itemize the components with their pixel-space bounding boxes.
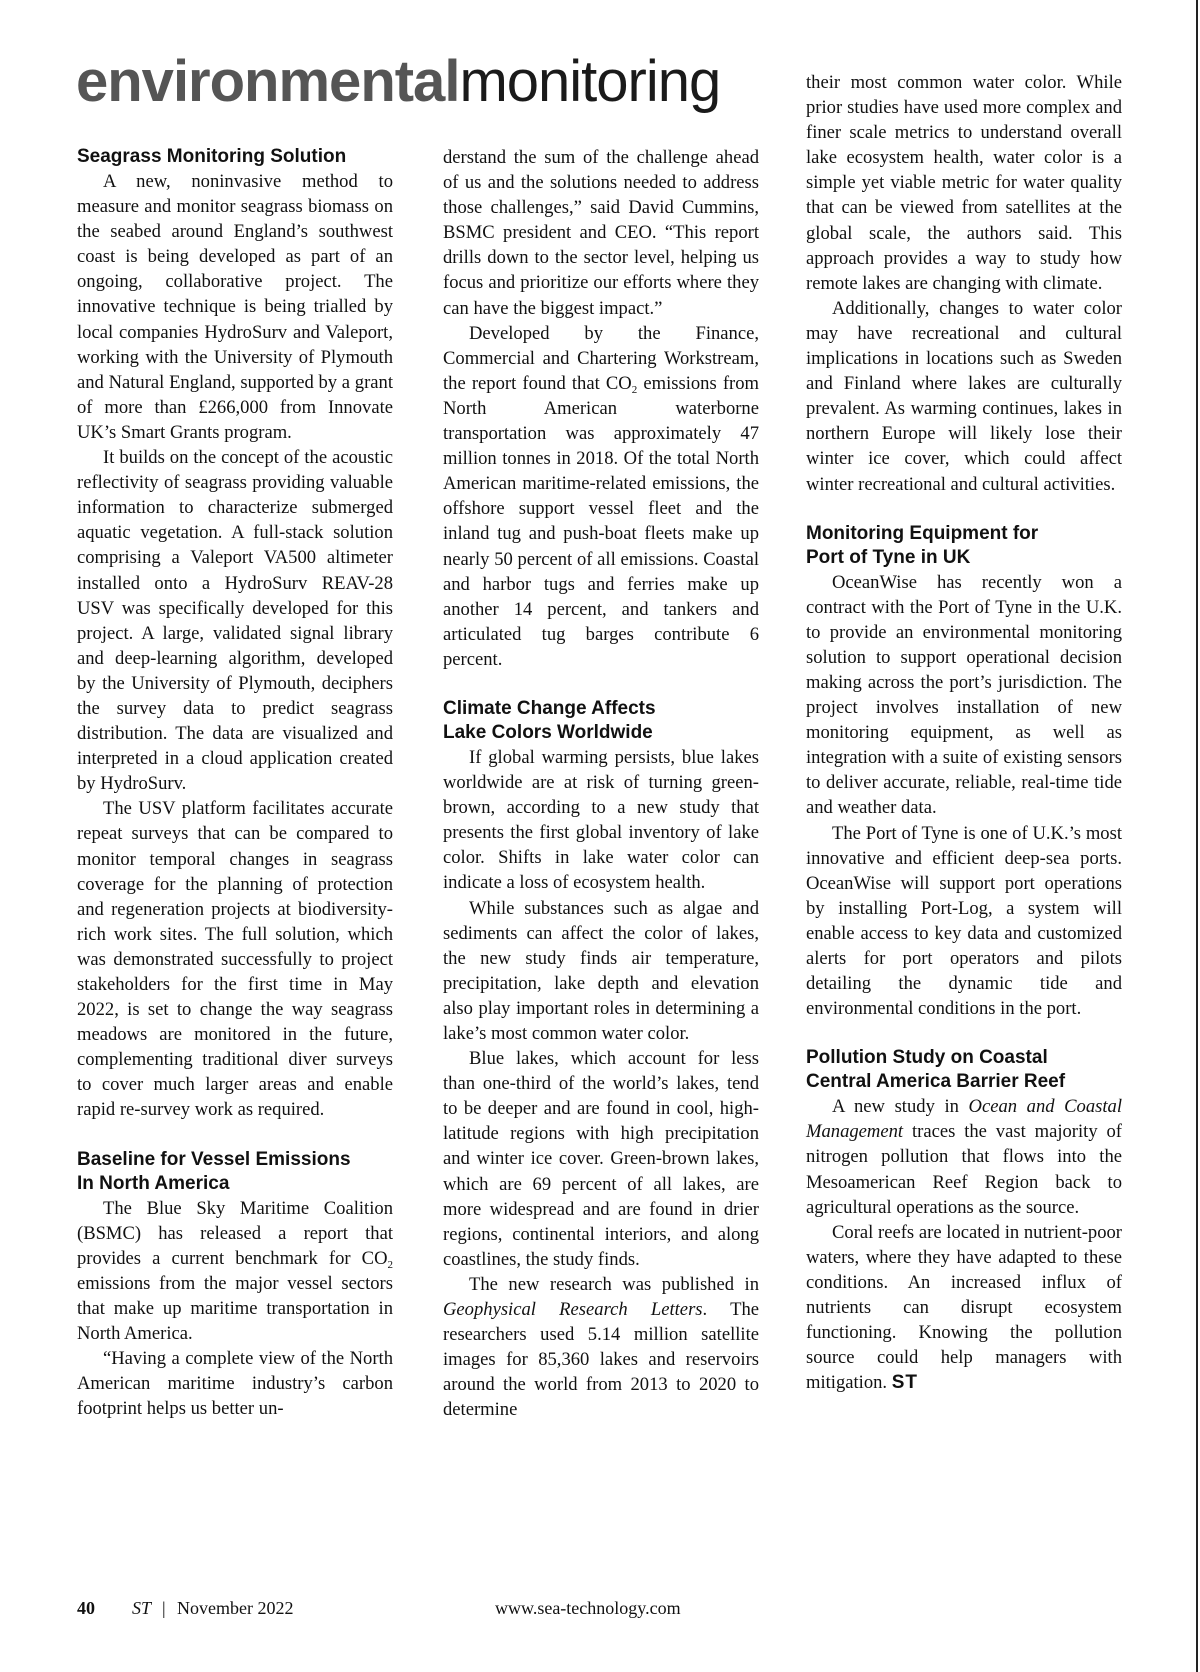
text-run: emissions from the major vessel sectors that make up maritime transportation in North America. xyxy=(77,1272,393,1345)
article-title-climate xyxy=(443,697,759,745)
page-number: 40 xyxy=(77,1598,95,1618)
title-line: Monitoring Equipment for xyxy=(806,522,1039,544)
masthead-bold: environmental xyxy=(76,49,460,114)
subscript: 2 xyxy=(387,1258,393,1271)
paragraph: Blue lakes, which account for less than one-third of the world’s lakes, tend to be deeper and are found in cool, high-latitude regions with high precipitation and winter ice cover. Green-brown lakes, which are 69 percent of all lakes, are more widespread and are found in drier regions, continental interiors, and along coastlines, the study finds. xyxy=(443,1048,759,1270)
column-2 xyxy=(443,145,759,1423)
issue-date: November 2022 xyxy=(177,1598,294,1618)
end-mark: ST xyxy=(891,1372,919,1394)
paragraph xyxy=(77,1196,393,1347)
article-title-seagrass: Seagrass Monitoring Solution xyxy=(77,146,347,167)
paragraph-continued: derstand the sum of the challenge ahead of us and the solutions needed to address those challenges,” said David Cummins, BSMC president and CEO. “This report drills down to the sector level, helping us focus and prioritize our efforts where they can have the biggest impact.” xyxy=(443,147,759,319)
text-run: The new research was published in xyxy=(469,1273,759,1295)
text-run: A new study in xyxy=(832,1096,969,1118)
column-3 xyxy=(806,70,1122,1395)
article-title-baseline xyxy=(77,1148,393,1196)
paragraph: While substances such as algae and sediments can affect the color of lakes, the new study finds air temperature, precipitation, lake depth and elevation also play important roles in determining a lake’s most common water color. xyxy=(443,897,759,1044)
title-line: Lake Colors Worldwide xyxy=(443,721,653,743)
section-masthead xyxy=(76,50,720,114)
paragraph: It builds on the concept of the acoustic reflectivity of seagrass providing valuable information to characterize submerged aquatic vegetation. A full-stack solution comprising a Valeport VA500 altimeter installed onto a HydroSurv REAV-28 USV was specifically developed for this project. A large, validated signal library and deep-learning algorithm, developed by the University of Plymouth, deciphers the survey data to predict seagrass distribution. The data are visualized and interpreted in a cloud application created by HydroSurv. xyxy=(77,447,393,795)
title-line: Central America Barrier Reef xyxy=(806,1071,1066,1093)
text-run: . The researchers used 5.14 million satellite images for 85,360 lakes and reservoirs around the world from 2013 to 2020 to determine xyxy=(443,1299,759,1421)
title-line: Port of Tyne in UK xyxy=(806,546,971,568)
text-run: Coral reefs are located in nutrient-poor waters, where they have adapted to these conditions. An increased influx of nutrients can disrupt ecosystem functioning. Knowing the pollution source could help managers with mitigation. xyxy=(806,1221,1122,1394)
title-line: Pollution Study on Coastal xyxy=(806,1047,1048,1069)
subscript: 2 xyxy=(631,383,638,396)
article-title-reef xyxy=(806,1046,1122,1094)
paragraph: OceanWise has recently won a contract with the Port of Tyne in the U.K. to provide an environmental monitoring solution to support operational decision making across the port’s jurisdiction. The project involves installation of new monitoring equipment, as well as integration with a suite of existing sensors to deliver accurate, reliable, real-time tide and weather data. xyxy=(806,571,1122,819)
paragraph: A new, noninvasive method to measure and monitor seagrass biomass on the seabed around England’s southwest coast is being developed as part of an ongoing, collaborative project. The innovative technique is being trialled by local companies HydroSurv and Valeport, working with the University of Plymouth and Natural England, supported by a grant of more than £266,000 from Innovate UK’s Smart Grants program. xyxy=(77,171,393,443)
article-title-tyne xyxy=(806,522,1122,570)
title-line: Baseline for Vessel Emissions xyxy=(77,1148,351,1170)
journal-title: Ocean and Coastal Management xyxy=(806,1096,1123,1143)
text-run: traces the vast majority of nitrogen pollution that flows into the Mesoamerican Reef Region back to agricultural operations as the source. xyxy=(806,1121,1122,1218)
website-url[interactable]: www.sea-technology.com xyxy=(495,1598,681,1618)
text-run: emissions from North American waterborne transportation was approximately 47 million tonnes in 2018. Of the total North American maritime-related emissions, the offshore support vessel fleet and the inland tug and push-boat fleets make up nearly 50 percent of all emissions. Coastal and harbor tugs and ferries make up another 14 percent, and tankers and articulated tug barges contribute 6 percent. xyxy=(443,372,759,670)
masthead-light: monitoring xyxy=(459,49,721,114)
paragraph-continued: their most common water color. While prior studies have used more complex and finer scale metrics to understand overall lake ecosystem health, water color is a simple yet viable metric for water quality that can be viewed from satellites at the global scale, the authors said. This approach provides a way to study how remote lakes are changing with climate. xyxy=(806,72,1122,294)
text-run: The Blue Sky Maritime Coalition (BSMC) has released a report that provides a current benchmark for CO xyxy=(77,1197,393,1269)
page-edge-rule xyxy=(1196,0,1198,1672)
paragraph-split xyxy=(443,1272,759,1423)
journal-title: Geophysical Research Letters xyxy=(443,1299,703,1321)
paragraph: Additionally, changes to water color may have recreational and cultural implications in locations such as Sweden and Finland where lakes are culturally prevalent. As warming continues, lakes in northern Europe will likely lose their winter ice cover, which could affect winter recreational and cultural activities. xyxy=(806,297,1122,495)
paragraph: The USV platform facilitates accurate repeat surveys that can be compared to monitor temporal changes in seagrass coverage for the planning of protection and regeneration projects at biodiversity-rich work sites. The full solution, which was demonstrated successfully to project stakeholders for the first time in May 2022, is set to change the way seagrass meadows are monitored in the future, complementing traditional diver surveys to cover much larger areas and enable rapid re-survey work as required. xyxy=(77,798,393,1121)
magazine-abbrev: ST xyxy=(132,1598,152,1618)
paragraph: The Port of Tyne is one of U.K.’s most innovative and efficient deep-sea ports. OceanWise will support port operations by installing Port-Log, a system will enable access to key data and customized alerts for port operators and pilots detailing the dynamic tide and environmental conditions in the port. xyxy=(806,822,1122,1020)
title-line: In North America xyxy=(77,1172,230,1194)
title-line: Climate Change Affects xyxy=(443,697,656,719)
paragraph xyxy=(443,321,759,672)
text-run: Developed by the Finance, Commercial and Chartering Workstream, the report found that CO xyxy=(443,322,759,394)
footer-separator: | xyxy=(162,1598,166,1618)
column-1 xyxy=(77,145,393,1421)
paragraph xyxy=(806,1220,1122,1396)
paragraph-split: “Having a complete view of the North American maritime industry’s carbon footprint helps us better un- xyxy=(77,1348,393,1420)
paragraph: If global warming persists, blue lakes worldwide are at risk of turning green-brown, according to a new study that presents the first global inventory of lake color. Shifts in lake water color can indicate a loss of ecosystem health. xyxy=(443,746,759,894)
paragraph xyxy=(806,1094,1122,1219)
